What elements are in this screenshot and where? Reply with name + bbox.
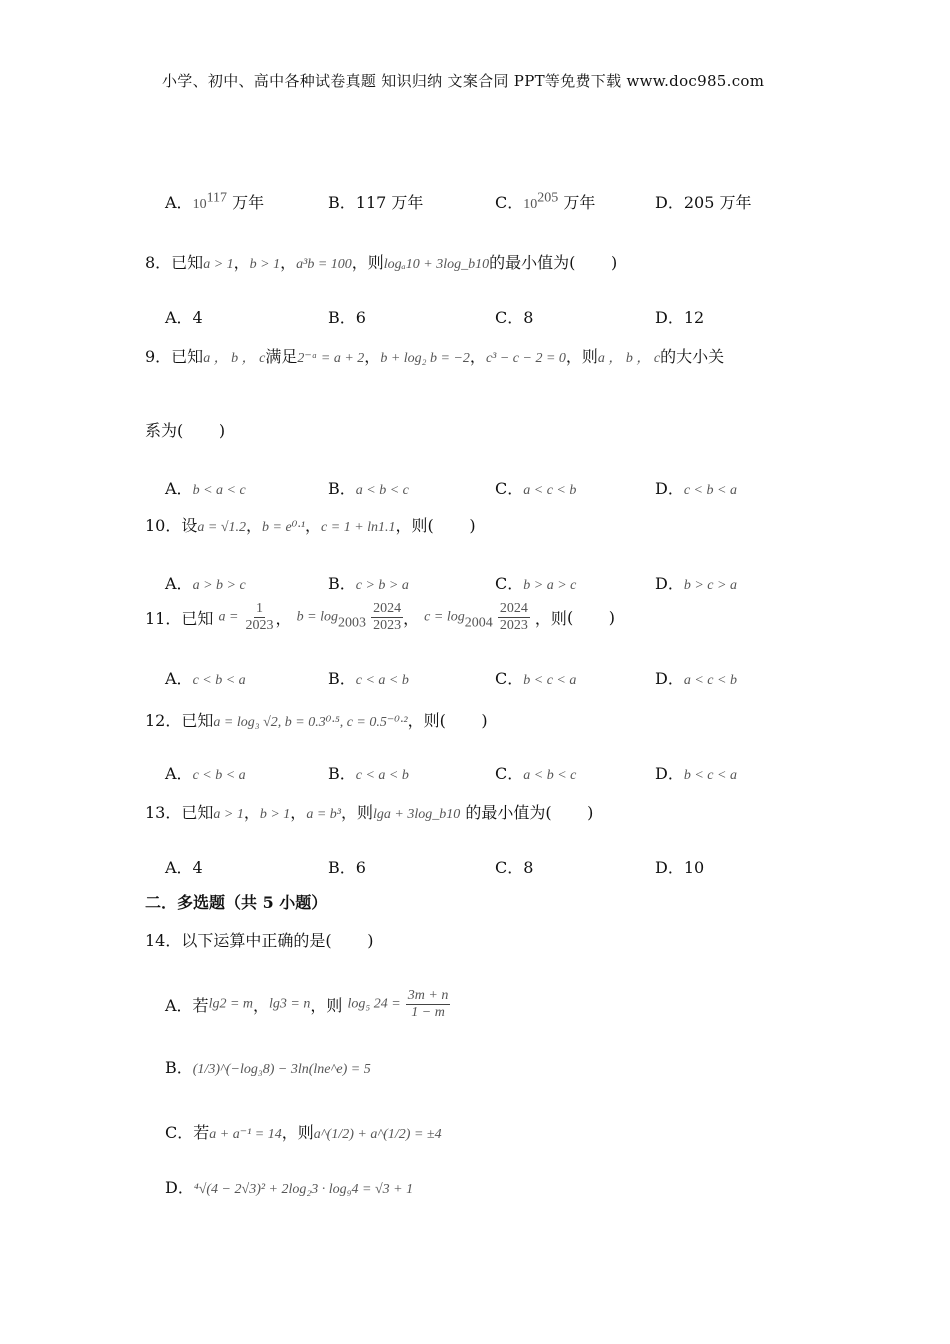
question-14: 14．以下运算中正确的是( ) (145, 931, 374, 950)
q8-option-b: B．6 (328, 308, 366, 327)
q13-option-b: B．6 (328, 858, 366, 877)
q8-option-a: A．4 (165, 308, 203, 327)
q14-option-a: A．若lg2 = m，lg3 = n，则 log₅ 24 = $\frac{3m + n}{1 - m}$ (165, 988, 449, 1021)
q12-option-c: C．a < b < c (495, 764, 577, 783)
q9-option-a: A．b < a < c (165, 479, 246, 498)
q12-option-b: B．c < a < b (328, 764, 409, 783)
q10-option-b: B．c > b > a (328, 574, 409, 593)
q8-option-d: D．12 (655, 308, 705, 327)
question-12: 12．已知a = log₃ √2, b = 0.3⁰·⁵, c = 0.5⁻⁰·²，则( ) (145, 711, 488, 730)
q14-option-c: C．若a + a⁻¹ = 14，则a^(1/2) + a^(1/2) = ±4 (165, 1123, 442, 1142)
q11-option-a: A．c < b < a (165, 669, 246, 688)
question-10: 10．设a = √1.2，b = e⁰·¹，c = 1 + ln1.1，则( ) (145, 516, 476, 535)
fraction-c: $\frac{2024}{2023}$ (499, 601, 528, 634)
q7-option-c: C．$10^{205}$ 万年 (495, 190, 596, 212)
question-9-line2: 系为( ) (145, 421, 226, 440)
q9-option-d: D．c < b < a (655, 479, 737, 498)
q7-option-a: A．$10^{117}$ 万年 (165, 190, 265, 212)
q10-option-d: D．b > c > a (655, 574, 737, 593)
question-13: 13．已知a > 1，b > 1，a = b³，则lga + 3log_b10 的最小值为( ) (145, 803, 594, 822)
q13-option-c: C．8 (495, 858, 534, 877)
q10-option-c: C．b > a > c (495, 574, 577, 593)
q13-option-d: D．10 (655, 858, 705, 877)
fraction-a: $\frac{1}{2023}$ (245, 601, 274, 634)
q12-option-a: A．c < b < a (165, 764, 246, 783)
q8-option-c: C．8 (495, 308, 534, 327)
q11-option-d: D．a < c < b (655, 669, 737, 688)
q11-option-c: C．b < c < a (495, 669, 577, 688)
q9-option-c: C．a < c < b (495, 479, 577, 498)
question-11: 11．已知 a = $\frac{1}{2023}$ ， $b = \log_{2003}$ $\frac{2024}{2023}$ ， $c = \log_{2004}$ $\frac{2024}{2023}$ ，则( ) (145, 601, 616, 634)
question-9: 9．已知a ， b ， c满足2⁻ᵃ = a + 2，b + log₂ b = −2，c³ − c − 2 = 0，则a ， b ， c的大小关 (145, 347, 725, 366)
fraction-b: $\frac{2024}{2023}$ (373, 601, 402, 634)
q9-option-b: B．a < b < c (328, 479, 409, 498)
q14-option-d: D．⁴√(4 − 2√3)² + 2log₂3 · log₉4 = √3 + 1 (165, 1178, 414, 1197)
q10-option-a: A．a > b > c (165, 574, 246, 593)
question-8: 8．已知a > 1，b > 1，a³b = 100，则logₐ10 + 3log_b10的最小值为( ) (145, 253, 618, 272)
q7-option-b: B．117 万年 (328, 193, 424, 212)
q7-option-d: D．205 万年 (655, 193, 752, 212)
section-heading-multi-choice: 二．多选题（共 5 小题） (145, 893, 328, 912)
q13-option-a: A．4 (165, 858, 203, 877)
q11-option-b: B．c < a < b (328, 669, 409, 688)
fraction-log5-24: $\frac{3m + n}{1 - m}$ (407, 988, 449, 1021)
q14-option-b: B．(1/3)^(−log₃8) − 3ln(lne^e) = 5 (165, 1058, 371, 1077)
page-header: 小学、初中、高中各种试卷真题 知识归纳 文案合同 PPT等免费下载 www.doc985.com (162, 72, 765, 90)
q12-option-d: D．b < c < a (655, 764, 737, 783)
